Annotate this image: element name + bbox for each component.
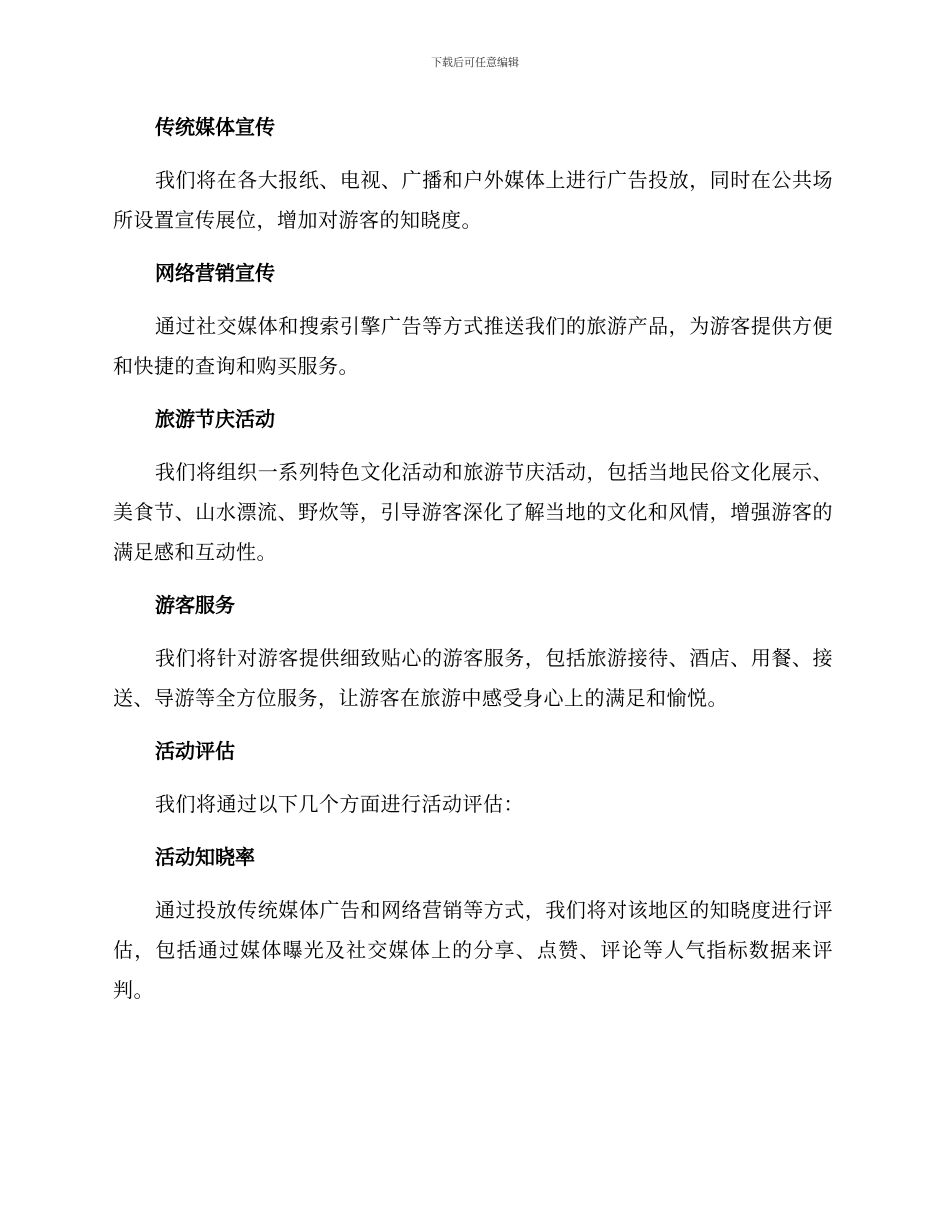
section-heading-traditional-media: 传统媒体宣传 bbox=[155, 115, 275, 139]
section-heading-visitor-service: 游客服务 bbox=[155, 593, 235, 617]
section-heading-festival-activities: 旅游节庆活动 bbox=[155, 407, 275, 431]
section-paragraph-awareness-rate: 通过投放传统媒体广告和网络营销等方式，我们将对该地区的知晓度进行评估，包括通过媒体曝光及社交媒体上的分享、点赞、评论等人气指标数据来评判。 bbox=[113, 898, 833, 1002]
section-heading-activity-evaluation: 活动评估 bbox=[155, 739, 235, 763]
section-paragraph-festival-activities: 我们将组织一系列特色文化活动和旅游节庆活动，包括当地民俗文化展示、美食节、山水漂流、野炊等，引导游客深化了解当地的文化和风情，增强游客的满足感和互动性。 bbox=[113, 460, 833, 564]
section-paragraph-traditional-media: 我们将在各大报纸、电视、广播和户外媒体上进行广告投放，同时在公共场所设置宣传展位，增加对游客的知晓度。 bbox=[113, 168, 833, 232]
page-header: 下载后可任意编辑 bbox=[431, 56, 519, 69]
section-paragraph-activity-evaluation: 我们将通过以下几个方面进行活动评估： bbox=[155, 792, 524, 816]
section-heading-awareness-rate: 活动知晓率 bbox=[155, 845, 255, 869]
section-paragraph-visitor-service: 我们将针对游客提供细致贴心的游客服务，包括旅游接待、酒店、用餐、接送、导游等全方位服务，让游客在旅游中感受身心上的满足和愉悦。 bbox=[113, 646, 833, 710]
document-body bbox=[113, 108, 833, 1024]
section-paragraph-online-marketing: 通过社交媒体和搜索引擎广告等方式推送我们的旅游产品，为游客提供方便和快捷的查询和购买服务。 bbox=[113, 314, 833, 378]
section-heading-online-marketing: 网络营销宣传 bbox=[155, 261, 275, 285]
